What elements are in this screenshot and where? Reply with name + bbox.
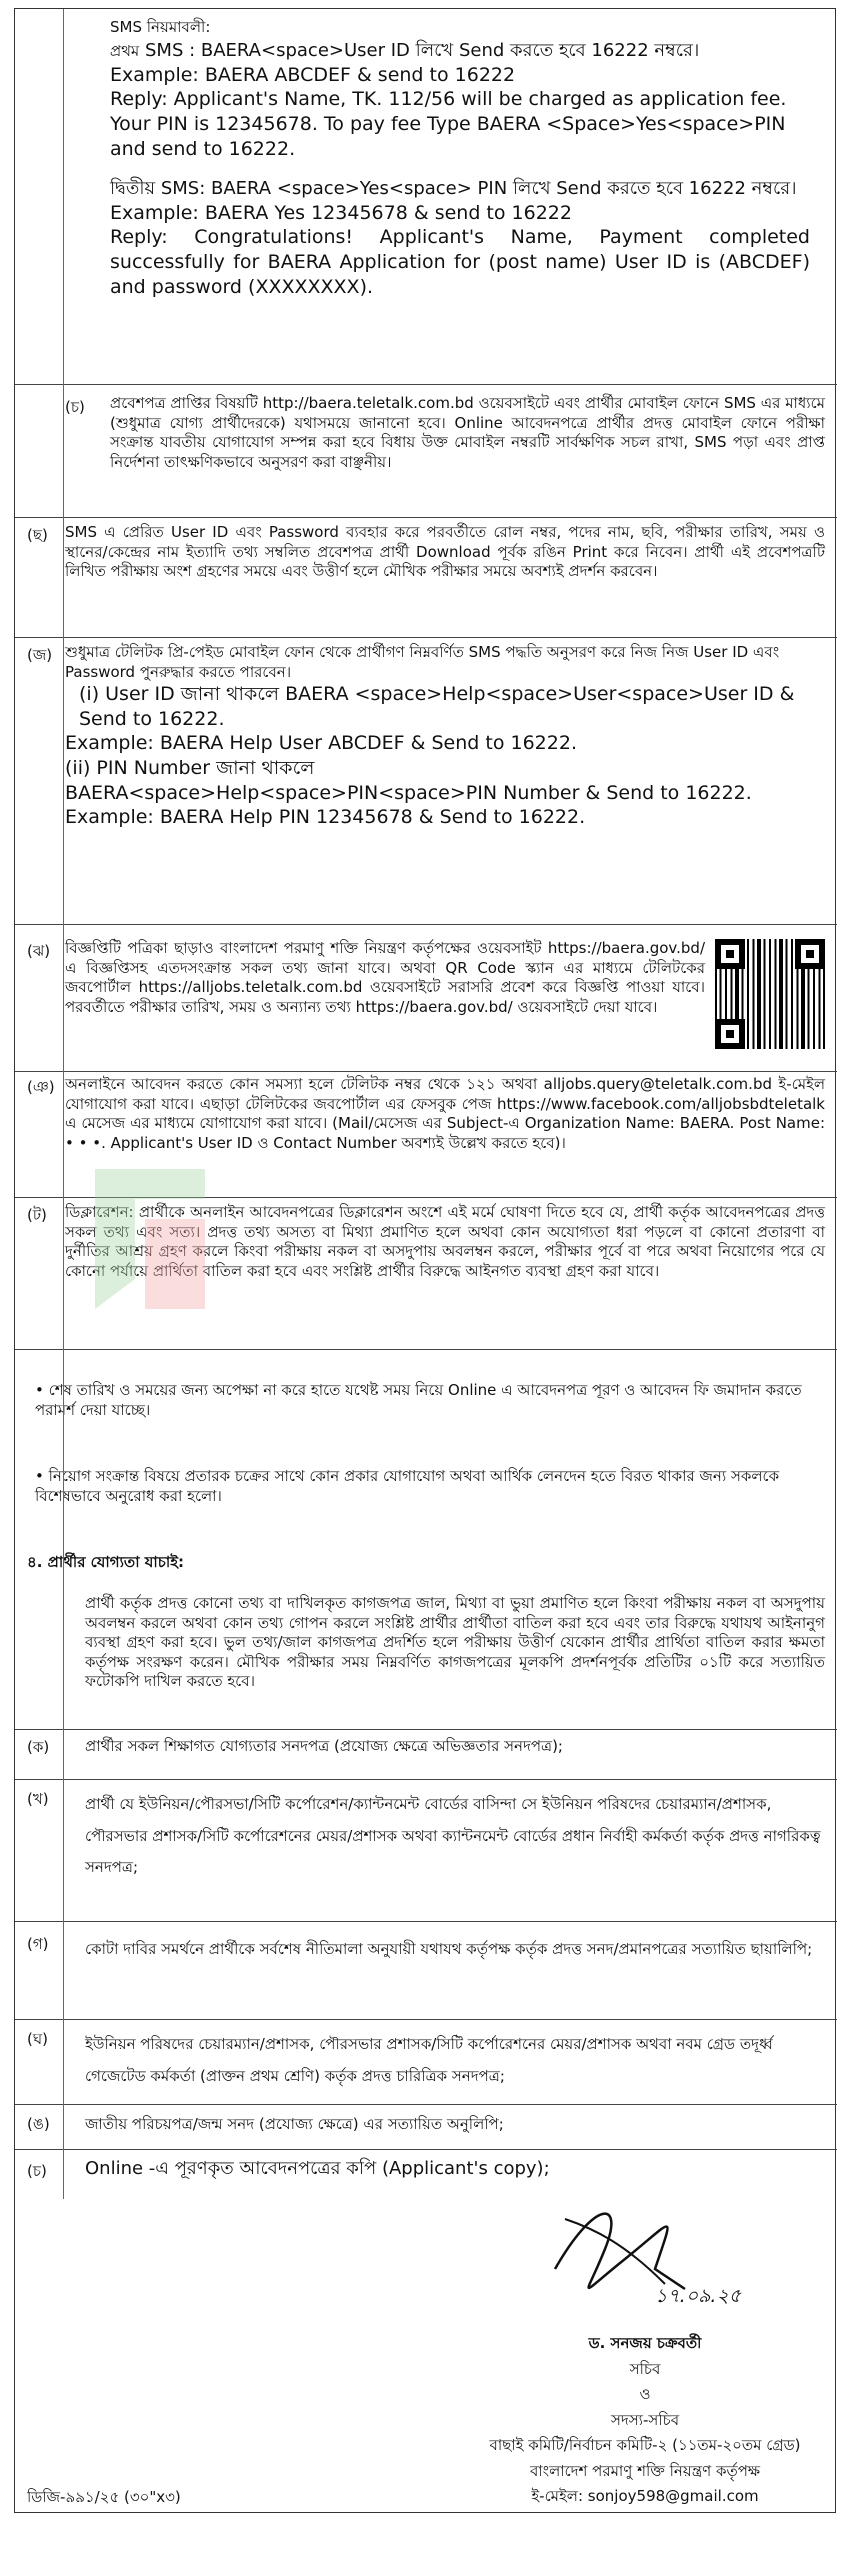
note-fraud: • নিয়োগ সংক্রান্ত বিষয়ে প্রতারক চক্রের সাথে কোন প্রকার যোগাযোগ অথবা আর্থিক লেনদেন হতে বিরত থাকার জন্য সকলকে বিশেষভাবে অনুরোধ করা হলো। (35, 1467, 780, 1505)
sms-second-line: দ্বিতীয় SMS: BAERA <space>Yes<space> PIN লিখে Send করতে হবে 16222 নম্বরে। (110, 178, 797, 200)
clause-j-i-line: (i) User ID জানা থাকলে BAERA <space>Help<space>User<space>User ID & Send to 16222. (79, 683, 795, 730)
section4-intro: প্রার্থী কর্তৃক প্রদত্ত কোনো তথ্য বা দাখিলকৃত কাগজপত্র জাল, মিথ্যা বা ভুয়া প্রমাণিত হলে কিংবা পরীক্ষায় নকল বা অসদুপায় অবলম্বন করলে অথবা কোন তথ্য গোপন করলে সংশ্লিষ্ট প্রার্থীর প্রার্থীতা বাতিল করা হবে এবং তার বিরুদ্ধে যথাযথ আইনানুগ ব্যবস্থা গ্রহণ করা হবে। ভুল তথ্য/জাল কাগজপত্র প্রদর্শিত হলে পরীক্ষায় উত্তীর্ণ যেকোন প্রার্থীর প্রার্থিতা বাতিল করার ক্ষমতা কর্তৃপক্ষ সংরক্ষণ করেন। মৌখিক পরীক্ষার সময় নিম্নবর্ণিত কাগজপত্রের মূলকপি প্রদর্শনপূর্বক প্রতিটির ০১টি করে সত্যায়িত ফটোকপি দাখিল করতে হবে। (85, 1594, 825, 1690)
divider (15, 384, 837, 385)
divider (15, 1779, 837, 1780)
signatory-name: ড. সনজয় চক্রবর্তী (588, 2334, 702, 2352)
clause-marker: (ঝ) (27, 942, 51, 960)
sms-rules-heading: SMS নিয়মাবলী: (110, 18, 211, 36)
clause-j-ii-line: (ii) PIN Number জানা থাকলে (65, 757, 315, 780)
signatory-block (445, 2331, 845, 2510)
margin-rule (63, 9, 64, 2199)
signatory-org: বাংলাদেশ পরমাণু শক্তি নিয়ন্ত্রণ কর্তৃপক্ষ (529, 2461, 761, 2480)
clause-n-text: অনলাইনে আবেদন করতে কোন সমস্যা হলে টেলিটক নম্বর থেকে ১২১ অথবা alljobs.query@teletalk.com.bd ই-মেইল যোগাযোগ করা যাবে। এছাড়া টেলিটকের জবপোর্টাল এর ফেসবুক পেজ https://www.facebook.com/alljobsbdteletalk এ মেসেজ এর মাধ্যমে যোগাযোগ করা যাবে। (Mail/মেসেজ এর Subject-এ Organization Name: BAERA. Post Name: • • •. Applicant's User ID ও Contact Number অবশ্যই উল্লেখ করতে হবে)। (65, 1075, 825, 1152)
item-text: কোটা দাবির সমর্থনে প্রার্থীকে সর্বশেষ নীতিমালা অনুযায়ী যথাযথ কর্তৃপক্ষ কর্তৃক প্রদত্ত সনদ/প্রমানপত্রের সত্যায়িত ছায়ালিপি; (85, 1940, 813, 1958)
divider (15, 517, 837, 518)
clause-chh-text: SMS এ প্রেরিত User ID এবং Password ব্যবহার করে পরবর্তীতে রোল নম্বর, পদের নাম, ছবি, পরীক্ষার তারিখ, সময় ও স্থানের/কেন্দ্রের নাম ইত্যাদি তথ্য সম্বলিত প্রবেশপত্র প্রার্থী Download পূর্বক রঙিন Print করে নিবেন। প্রার্থী এই প্রবেশপত্রটি লিখিত পরীক্ষায় অংশ গ্রহণের সময়ে এবং উত্তীর্ণ হলে মৌখিক পরীক্ষার সময়ে অবশ্যই প্রদর্শন করবেন। (65, 523, 825, 580)
divider (15, 2149, 837, 2150)
signatory-and: ও (639, 2385, 651, 2403)
divider (15, 1729, 837, 1730)
clause-j-ii-example: Example: BAERA Help PIN 12345678 & Send to 16222. (65, 806, 586, 829)
clause-ch-text: প্রবেশপত্র প্রাপ্তির বিষয়টি http://baera.teletalk.com.bd ওয়েবসাইটে এবং প্রার্থীর মোবাইল ফোনে SMS এর মাধ্যমে (শুধুমাত্র যোগ্য প্রার্থীদেরকে) যথাসময়ে জানানো হবে। Online আবেদনপত্রে প্রার্থীর প্রদত্ত মোবাইল ফোনে পরীক্ষা সংক্রান্ত যাবতীয় যোগাযোগ সম্পন্ন করা হবে বিধায় উক্ত মোবাইল নম্বরটি সার্বক্ষণিক সচল রাখা, SMS পড়া এবং প্রাপ্ত নির্দেশনা তাৎক্ষণিকভাবে অনুসরণ করা বাঞ্ছনীয়। (110, 394, 825, 471)
sms-first-reply: Reply: Applicant's Name, TK. 112/56 will be charged as application fee. Your PIN is 12345678. To pay fee Type BAERA <Space>Yes<space>PIN and send to 16222. (110, 88, 787, 160)
note-deadline: • শেষ তারিখ ও সময়ের জন্য অপেক্ষা না করে হাতে যথেষ্ট সময় নিয়ে Online এ আবেদনপত্র পূরণ ও আবেদন ফি জমাদান করতে পরামর্শ দেয়া যাচ্ছে। (35, 1381, 802, 1419)
clause-marker: (চ) (65, 398, 85, 416)
clause-marker: (ঞ) (27, 1078, 55, 1096)
clause-j-ii-cmd: BAERA<space>Help<space>PIN<space>PIN Number & Send to 16222. (65, 781, 752, 804)
clause-marker: (ছ) (27, 526, 48, 544)
sms-rules (110, 17, 810, 300)
divider (15, 1071, 837, 1072)
sms-first-line: প্রথম SMS : BAERA<space>User ID লিখে Send করতে হবে 16222 নম্বরে। (110, 40, 700, 62)
watermark-logo (75, 1159, 225, 1319)
sms-first-example: Example: BAERA ABCDEF & send to 16222 (110, 63, 516, 86)
item-marker: (ঙ) (27, 2115, 50, 2133)
document-frame (14, 8, 836, 2513)
signatory-email: ই-মেইল: sonjoy598@gmail.com (531, 2487, 759, 2505)
item-text: জাতীয় পরিচয়পত্র/জন্ম সনদ (প্রযোজ্য ক্ষেত্রে) এর সত্যায়িত অনুলিপি; (85, 2115, 504, 2133)
clause-j-i-example: Example: BAERA Help User ABCDEF & Send to 16222. (65, 732, 577, 755)
divider (15, 1921, 837, 1922)
sms-second-reply: Reply: Congratulations! Applicant's Name, Payment completed successfully for BAERA Application for (post name) User ID is (ABCDEF) and password (XXXXXXXX). (110, 226, 810, 298)
item-marker: (ক) (27, 1738, 50, 1756)
clause-j (65, 643, 825, 830)
divider (15, 2104, 837, 2105)
item-text: প্রার্থীর সকল শিক্ষাগত যোগ্যতার সনদপত্র (প্রযোজ্য ক্ষেত্রে অভিজ্ঞতার সনদপত্র); (85, 1737, 563, 1755)
item-marker: (গ) (27, 1935, 49, 1953)
item-text: ইউনিয়ন পরিষদের চেয়ারম্যান/প্রশাসক, পৌরসভার প্রশাসক/সিটি কর্পোরেশনের মেয়র/প্রশাসক অথবা নবম গ্রেড তদূর্ধ্ব গেজেটেড কর্মকর্তা (প্রাক্তন প্রথম শ্রেণি) কর্তৃক প্রদত্ত চারিত্রিক সনদপত্র; (85, 2035, 773, 2085)
item-marker: (ঘ) (27, 2030, 48, 2048)
divider (15, 1349, 837, 1350)
signatory-title-2: সদস্য-সচিব (610, 2410, 680, 2429)
item-marker: (খ) (27, 1790, 49, 1808)
footer-code: ডিজি-৯৯১/২৫ (৩০"x৩) (27, 2488, 181, 2506)
divider (15, 924, 837, 925)
clause-marker: (ট) (27, 1206, 47, 1224)
divider (15, 637, 837, 638)
clause-j-text: শুধুমাত্র টেলিটক প্রি-পেইড মোবাইল ফোন থেকে প্রার্থীগণ নিম্নবর্ণিত SMS পদ্ধতি অনুসরণ করে নিজ নিজ User ID এবং Password পুনরুদ্ধার করতে পারবেন। (65, 643, 780, 681)
signatory-title: সচিব (629, 2359, 661, 2378)
section4-heading: ৪. প্রার্থীর যোগ্যতা যাচাই: (27, 1553, 184, 1571)
item-marker: (চ) (27, 2162, 47, 2180)
divider (15, 2019, 837, 2020)
qr-code (715, 939, 825, 1049)
clause-t-text: ডিক্লারেশন: প্রার্থীকে অনলাইন আবেদনপত্রের ডিক্লারেশন অংশে এই মর্মে ঘোষণা দিতে হবে যে, প্রার্থী কর্তৃক আবেদনপত্রের প্রদত্ত সকল তথ্য এবং সত্য। প্রদত্ত তথ্য অসত্য বা মিথ্যা প্রমাণিত হলে অথবা কোন অযোগ্যতা ধরা পড়লে বা কোনো প্রতারণা বা দুর্নীতির আশ্রয় গ্রহণ করলে কিংবা পরীক্ষায় নকল বা অসদুপায় অবলম্বন করলে, পরীক্ষার পূর্বে বা পরে অথবা নিয়োগের পরে যে কোনো পর্যায়ে প্রার্থিতা বাতিল করা হবে এবং সংশ্লিষ্ট প্রার্থীর বিরুদ্ধে আইনগত ব্যবস্থা গ্রহণ করা যাবে। (65, 1203, 825, 1280)
clause-marker: (জ) (27, 646, 53, 664)
sms-second-example: Example: BAERA Yes 12345678 & send to 16222 (110, 201, 572, 224)
clause-jh-text: বিজ্ঞপ্তিটি পত্রিকা ছাড়াও বাংলাদেশ পরমাণু শক্তি নিয়ন্ত্রণ কর্তৃপক্ষের ওয়েবসাইট https://baera.gov.bd/ এ বিজ্ঞপ্তিসহ এতদসংক্রান্ত সকল তথ্য জানা যাবে। অথবা QR Code স্ক্যান এর মাধ্যমে টেলিটকের জবপোর্টাল https://alljobs.teletalk.com.bd ওয়েবসাইটে সরাসরি প্রবেশ করে বিজ্ঞপ্তি পাওয়া যাবে। পরবর্তীতে পরীক্ষার তারিখ, সময় ও অন্যান্য তথ্য https://baera.gov.bd/ ওয়েবসাইটে দেয়া যাবে। (65, 939, 705, 1016)
item-text: প্রার্থী যে ইউনিয়ন/পৌরসভা/সিটি কর্পোরেশন/ক্যান্টনমেন্ট বোর্ডের বাসিন্দা সে ইউনিয়ন পরিষদের চেয়ারম্যান/প্রশাসক, পৌরসভার প্রশাসক/সিটি কর্পোরেশনের মেয়র/প্রশাসক অথবা ক্যান্টনমেন্ট বোর্ডের প্রধান নির্বাহী কর্মকর্তা কর্তৃক প্রদত্ত নাগরিকত্ব সনদপত্র; (85, 1795, 821, 1876)
signatory-committee: বাছাই কমিটি/নির্বাচন কমিটি-২ (১১তম-২০তম গ্রেড) (489, 2436, 801, 2454)
item-text: Online -এ পূরণকৃত আবেদনপত্রের কপি (Applicant's copy); (85, 2158, 550, 2179)
signature-date: ১৭.০৯.২৫ (655, 2285, 742, 2307)
